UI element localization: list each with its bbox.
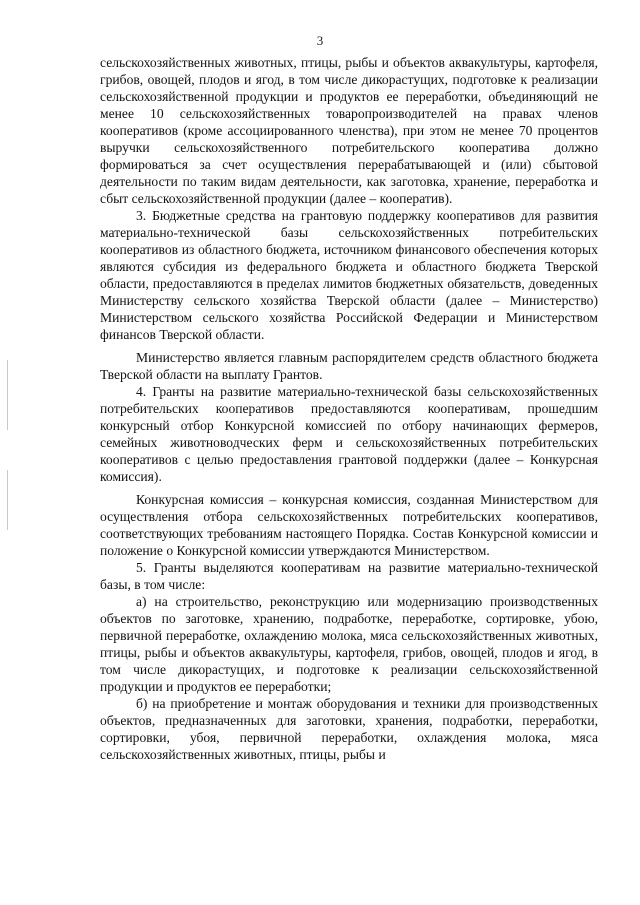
scan-edge-mark	[7, 470, 8, 530]
document-body	[100, 54, 598, 763]
scan-edge-mark	[7, 360, 8, 430]
page-number: 3	[316, 33, 324, 48]
paragraph-commission-definition: Конкурсная комиссия – конкурсная комиссия, созданная Министерством для осуществления отбора сельскохозяйственных потребительских кооперативов, соответствующих требованиям настоящего Порядка. Состав Конкурсной комиссии и положение о Конкурсной комиссии утверждаются Министерством.	[100, 492, 598, 558]
paragraph-subitem-a: а) на строительство, реконструкцию или модернизацию производственных объектов по заготовке, хранению, подработке, переработке, сортировке, убою, первичной переработке, охлаждению молока, мяса сельскохозяйственных животных, птицы, рыбы и объектов аквакультуры, картофеля, грибов, овощей, плодов и ягод, в том числе дикорастущих, и подготовке к реализации сельскохозяйственной продукции и продуктов ее переработки;	[100, 594, 598, 694]
paragraph-ministry-role: Министерство является главным распорядителем средств областного бюджета Тверской области на выплату Грантов.	[100, 350, 598, 382]
paragraph-item-4: 4. Гранты на развитие материально-технической базы сельскохозяйственных потребительских кооперативов предоставляются кооперативам, прошедшим конкурсный отбор Конкурсной комиссией по отбору начинающих фермеров, семейных животноводческих ферм и сельскохозяйственных потребительских кооперативов с целью предоставления грантовой поддержки (далее – Конкурсная комиссия).	[100, 384, 598, 484]
paragraph-continuation: сельскохозяйственных животных, птицы, рыбы и объектов аквакультуры, картофеля, грибов, овощей, плодов и ягод, в том числе дикорастущих, подготовке к реализации сельскохозяйственной продукции и продуктов ее переработки, объединяющий не менее 10 сельскохозяйственных товаропроизводителей на правах членов кооперативов (кроме ассоциированного членства), при этом не менее 70 процентов выручки сельскохозяйственного потребительского кооператива должно формироваться за счет осуществления перерабатывающей и (или) сбытовой деятельности по таким видам деятельности, как заготовка, хранение, переработка и сбыт сельскохозяйственной продукции (далее – кооператив).	[100, 55, 598, 206]
paragraph-subitem-b: б) на приобретение и монтаж оборудования и техники для производственных объектов, предназначенных для заготовки, хранения, подработки, переработки, сортировки, убоя, первичной переработки, охлаждения молока, мяса сельскохозяйственных животных, птицы, рыбы и	[100, 696, 598, 762]
paragraph-item-3: 3. Бюджетные средства на грантовую поддержку кооперативов для развития материально-технической базы сельскохозяйственных потребительских кооперативов из областного бюджета, источником финансового обеспечения которых являются субсидия из федерального бюджета и областного бюджета Тверской области, предоставляются в пределах лимитов бюджетных обязательств, доведенных Министерству сельского хозяйства Тверской области (далее – Министерство) Министерством сельского хозяйства Российской Федерации и Министерством финансов Тверской области.	[100, 208, 598, 342]
paragraph-item-5: 5. Гранты выделяются кооперативам на развитие материально-технической базы, в том числе:	[100, 560, 598, 592]
